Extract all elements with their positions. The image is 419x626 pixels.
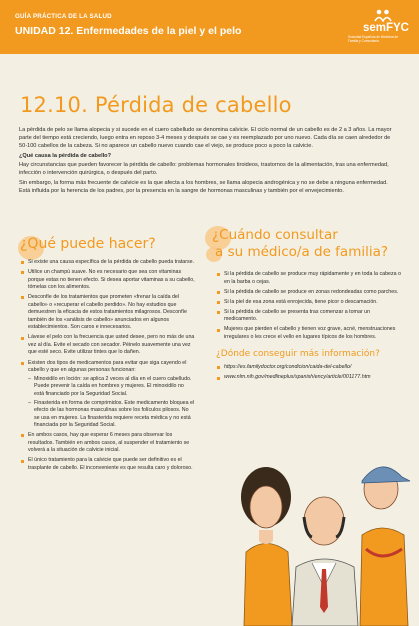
list-item: El único tratamiento para la calvicie que puede ser definitivo es el trasplante de cabello. El inconveniente es que resulta caro y doloroso.	[20, 457, 195, 472]
guide-label: GUÍA PRÁCTICA DE LA SALUD	[15, 13, 112, 20]
sub-list-item: – Finasterida en forma de comprimidos. Este medicamento bloquea el efecto de las hormonas masculinas sobre los folículos pilosos. No se usa en mujeres. La finasterida requiere receta médica y no está financiada por la Seguridad Social.	[28, 400, 195, 430]
intro-paragraph: La pérdida de pelo se llama alopecia y si sucede en el cuero cabelludo se denomina calvicie. El ciclo normal de un cabello es de 2 a 3 años. La mayor parte del tiempo está creciendo, luego entra en reposo 3-4 meses y después se cae y es reemplazado por uno nuevo. Cada día se caen alrededor de 50-100 cabellos de la cabeza. Si no aparece un cabello nuevo cuando cae el viejo, se produce poco a poco la calvicie.	[19, 127, 392, 149]
list-item: Si la pérdida de cabello se produce muy rápidamente y en toda la cabeza o en la barba o cejas.	[216, 271, 401, 286]
right-heading-line: a su médico/a de familia?	[215, 243, 389, 260]
list-item: En ambos casos, hay que esperar 6 meses para observar los resultados. También en ambos casos, al suspender el tratamiento se volverá a la situación de calvicie inicial.	[20, 432, 195, 455]
woman-figure	[241, 467, 292, 626]
list-item: Si la piel de esa zona está enrojecida, tiene picor o descamación.	[216, 299, 401, 307]
balding-man-figure	[292, 497, 358, 626]
list-item-text: Existen dos tipos de medicamentos para evitar que siga cayendo el cabello y que en algunas personas funcionan:	[28, 359, 187, 374]
left-section-heading: ¿Qué puede hacer?	[20, 236, 156, 252]
intro-paragraph: Sin embargo, la forma más frecuente de calvicie es la que afecta a los hombres, se llama alopecia androgénica y no se debe a ninguna enfermedad. Está influida por la herencia de los padres, por la presencia en la sangre de hormonas masculinas y también por el envejecimiento.	[19, 179, 388, 194]
right-column	[216, 271, 401, 384]
list-item: Utilice un champú suave. No es necesario que sea con vitaminas porque estas no tienen efecto. Si desea aportar vitaminas a su cabello, tómelas con los alimentos.	[20, 269, 195, 292]
page-title: 12.10. Pérdida de cabello	[20, 93, 292, 117]
intro-question: ¿Qué causa la pérdida de cabello?	[19, 152, 112, 159]
list-item: Desconfíe de los tratamientos que prometen «frenar la caída del cabello» o «recuperar el cabello perdido». No hay estudios que demuestren la eficacia de estos tratamientos milagrosos. Desconfíe también de los «análisis de cabello» anunciados en algunos establecimientos. Son caros e innecesarios.	[20, 294, 195, 332]
header-bar	[0, 0, 419, 54]
list-item: Lávese el pelo con la frecuencia que usted desee, pero no más de una vez al día. Evite el secado con secador. Péinelo suavemente una vez que esté seco. Evite utilizar tintes que lo dañen.	[20, 334, 195, 357]
intro-text	[19, 127, 399, 198]
sub-list-item: – Minoxidilo en loción: se aplica 2 veces al día en el cuero cabelludo. Puede prevenir la caída en hombres y mujeres. El minoxidilo no está financiado por la Seguridad Social.	[28, 376, 195, 399]
unit-title: UNIDAD 12. Enfermedades de la piel y el pelo	[15, 25, 242, 37]
left-column	[20, 259, 195, 475]
logo-name: semFYC	[362, 22, 409, 34]
man-with-cap-figure	[360, 467, 410, 626]
intro-paragraph: Hay circunstancias que pueden favorecer la pérdida de cabello: problemas hormonales tiroideos, trastornos de la alimentación, tras una enfermedad, infección o intervención quirúrgica, o después del parto.	[19, 161, 389, 176]
right-section-heading	[212, 227, 388, 261]
semfyc-logo-icon	[374, 8, 392, 22]
people-illustration	[226, 437, 411, 626]
info-heading: ¿Dónde conseguir más información?	[216, 348, 380, 359]
list-item	[20, 360, 195, 430]
list-item: Mujeres que pierden el cabello y tienen voz grave, acné, menstruaciones irregulares o les crece el vello en lugares típicos de los hombres.	[216, 326, 401, 341]
logo-subtitle: Sociedad Española de Medicina de Familia y Comunitaria	[348, 35, 398, 43]
info-link[interactable]: www.nlm.nih.gov/medlineplus/spanish/ency/article/001177.htm	[216, 374, 401, 382]
list-item: Si la pérdida de cabello se produce en zonas redondeadas como parches.	[216, 289, 401, 297]
list-item: Si la pérdida de cabello se presenta tras comenzar a tomar un medicamento.	[216, 309, 401, 324]
right-heading-line: ¿Cuándo consultar	[212, 227, 338, 243]
list-item: Si existe una causa específica de la pérdida de cabello pueda tratarse.	[20, 259, 195, 267]
info-link[interactable]: https://es.familydoctor.org/condicion/caida-del-cabello/	[216, 364, 401, 372]
